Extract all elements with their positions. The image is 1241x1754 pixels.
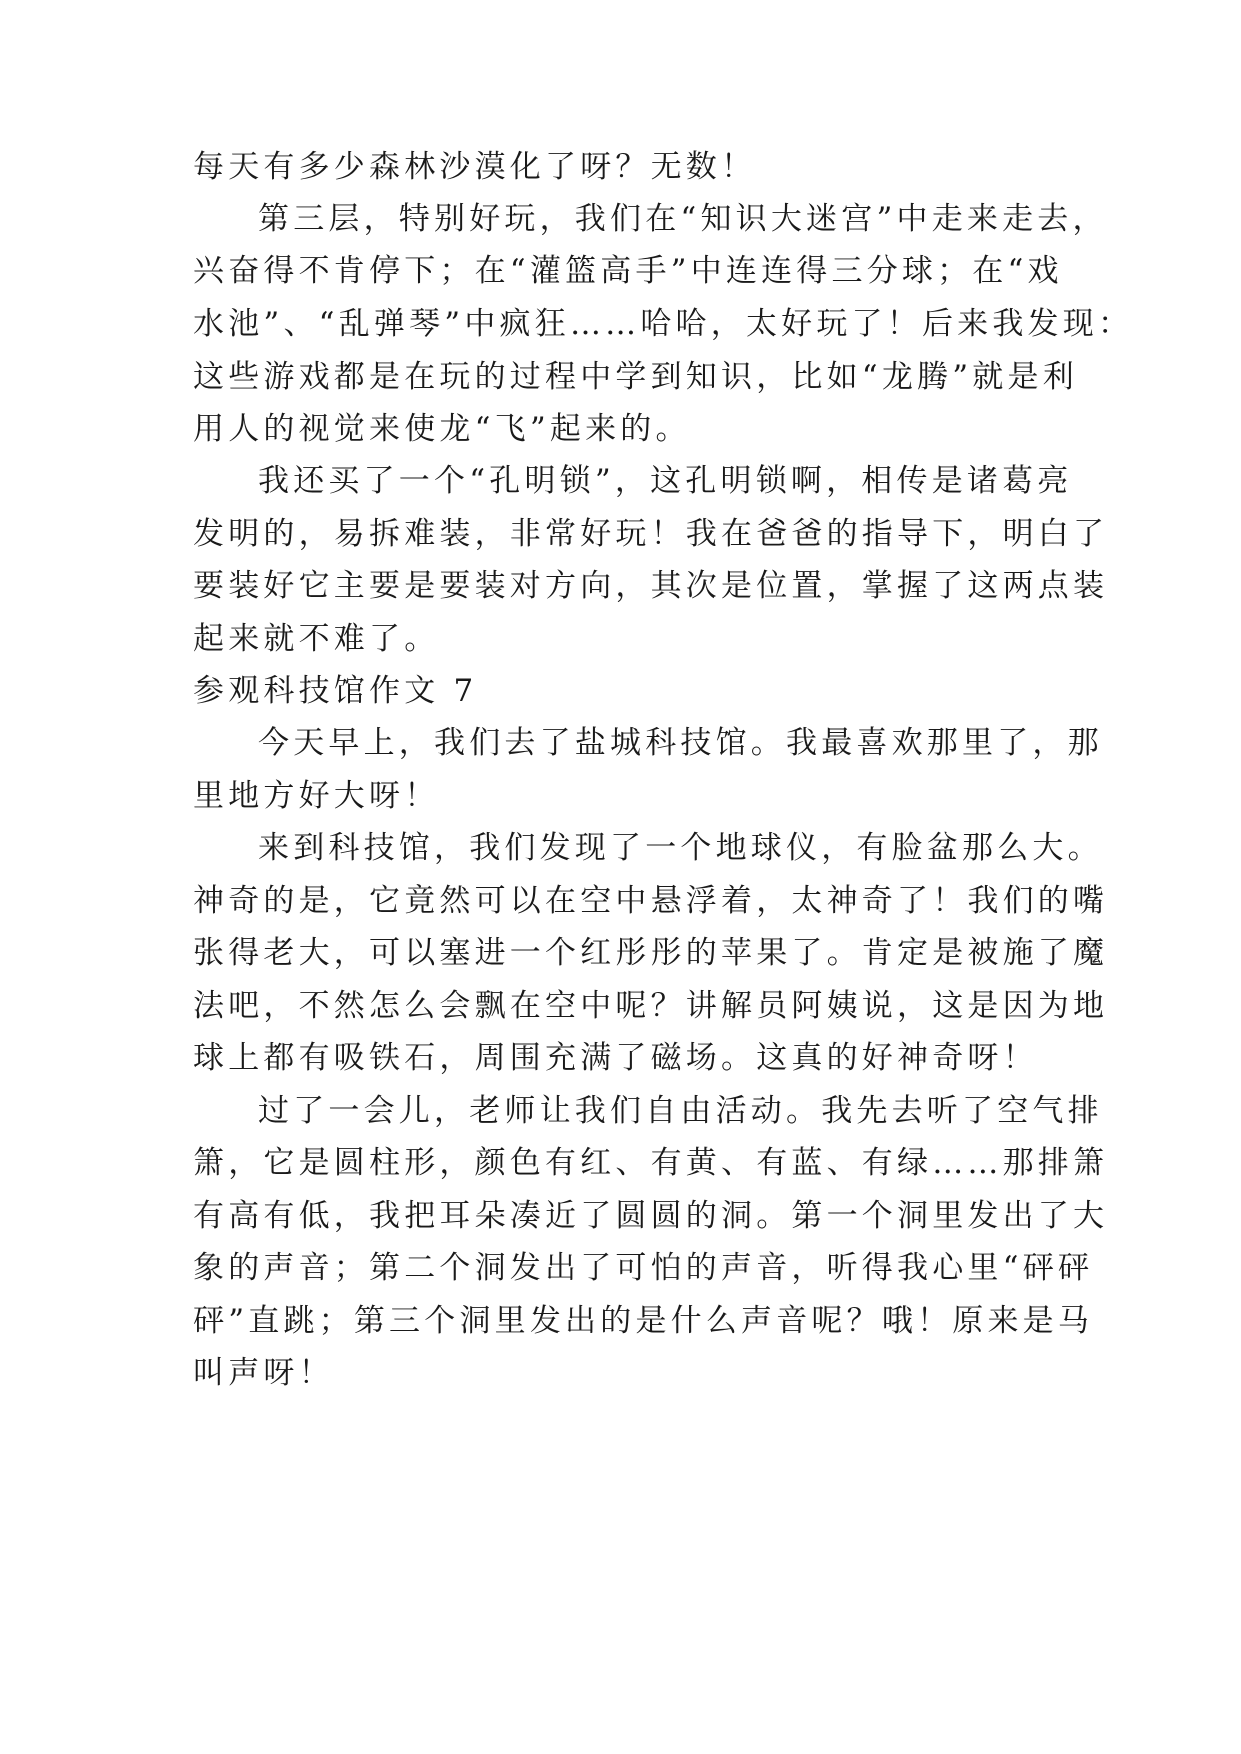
text-line: 有高有低，我把耳朵凑近了圆圆的洞。第一个洞里发出了大 [193, 1198, 1109, 1234]
section-title: 参观科技馆作文 7 [193, 673, 478, 709]
text-line: 起来就不难了。 [193, 621, 440, 657]
text-line: 要装好它主要是要装对方向，其次是位置，掌握了这两点装 [193, 568, 1109, 604]
text-line: 张得老大，可以塞进一个红彤彤的苹果了。肯定是被施了魔 [193, 935, 1109, 971]
text-line: 兴奋得不肯停下；在“灌篮高手”中连连得三分球；在“戏 [193, 253, 1063, 289]
text-line: 叫声呀！ [193, 1355, 334, 1391]
text-line: 发明的，易拆难装，非常好玩！我在爸爸的指导下，明白了 [193, 516, 1109, 552]
paragraph-start-line: 过了一会儿，老师让我们自由活动。我先去听了空气排 [258, 1093, 1103, 1129]
text-line: 水池”、“乱弹琴”中疯狂……哈哈，太好玩了！后来我发现： [193, 306, 1134, 342]
text-line: 法吧，不然怎么会飘在空中呢？讲解员阿姨说，这是因为地 [193, 988, 1109, 1024]
paragraph-start-line: 今天早上，我们去了盐城科技馆。我最喜欢那里了，那 [258, 725, 1103, 761]
text-line: 球上都有吸铁石，周围充满了磁场。这真的好神奇呀！ [193, 1040, 1038, 1076]
text-line: 神奇的是，它竟然可以在空中悬浮着，太神奇了！我们的嘴 [193, 883, 1109, 919]
paragraph-start-line: 我还买了一个“孔明锁”，这孔明锁啊，相传是诸葛亮 [258, 463, 1073, 499]
paragraph-start-line: 来到科技馆，我们发现了一个地球仪，有脸盆那么大。 [258, 830, 1103, 866]
text-line: 箫，它是圆柱形，颜色有红、有黄、有蓝、有绿……那排箫 [193, 1145, 1109, 1181]
paragraph-start-line: 第三层，特别好玩，我们在“知识大迷宫”中走来走去， [258, 201, 1108, 237]
text-line: 用人的视觉来使龙“飞”起来的。 [193, 411, 691, 447]
text-line: 砰”直跳；第三个洞里发出的是什么声音呢？哦！原来是马 [193, 1303, 1094, 1339]
text-line: 里地方好大呀！ [193, 778, 440, 814]
text-line: 这些游戏都是在玩的过程中学到知识，比如“龙腾”就是利 [193, 359, 1078, 395]
text-line: 每天有多少森林沙漠化了呀？无数！ [193, 149, 757, 185]
text-line: 象的声音；第二个洞发出了可怕的声音，听得我心里“砰砰 [193, 1250, 1094, 1286]
